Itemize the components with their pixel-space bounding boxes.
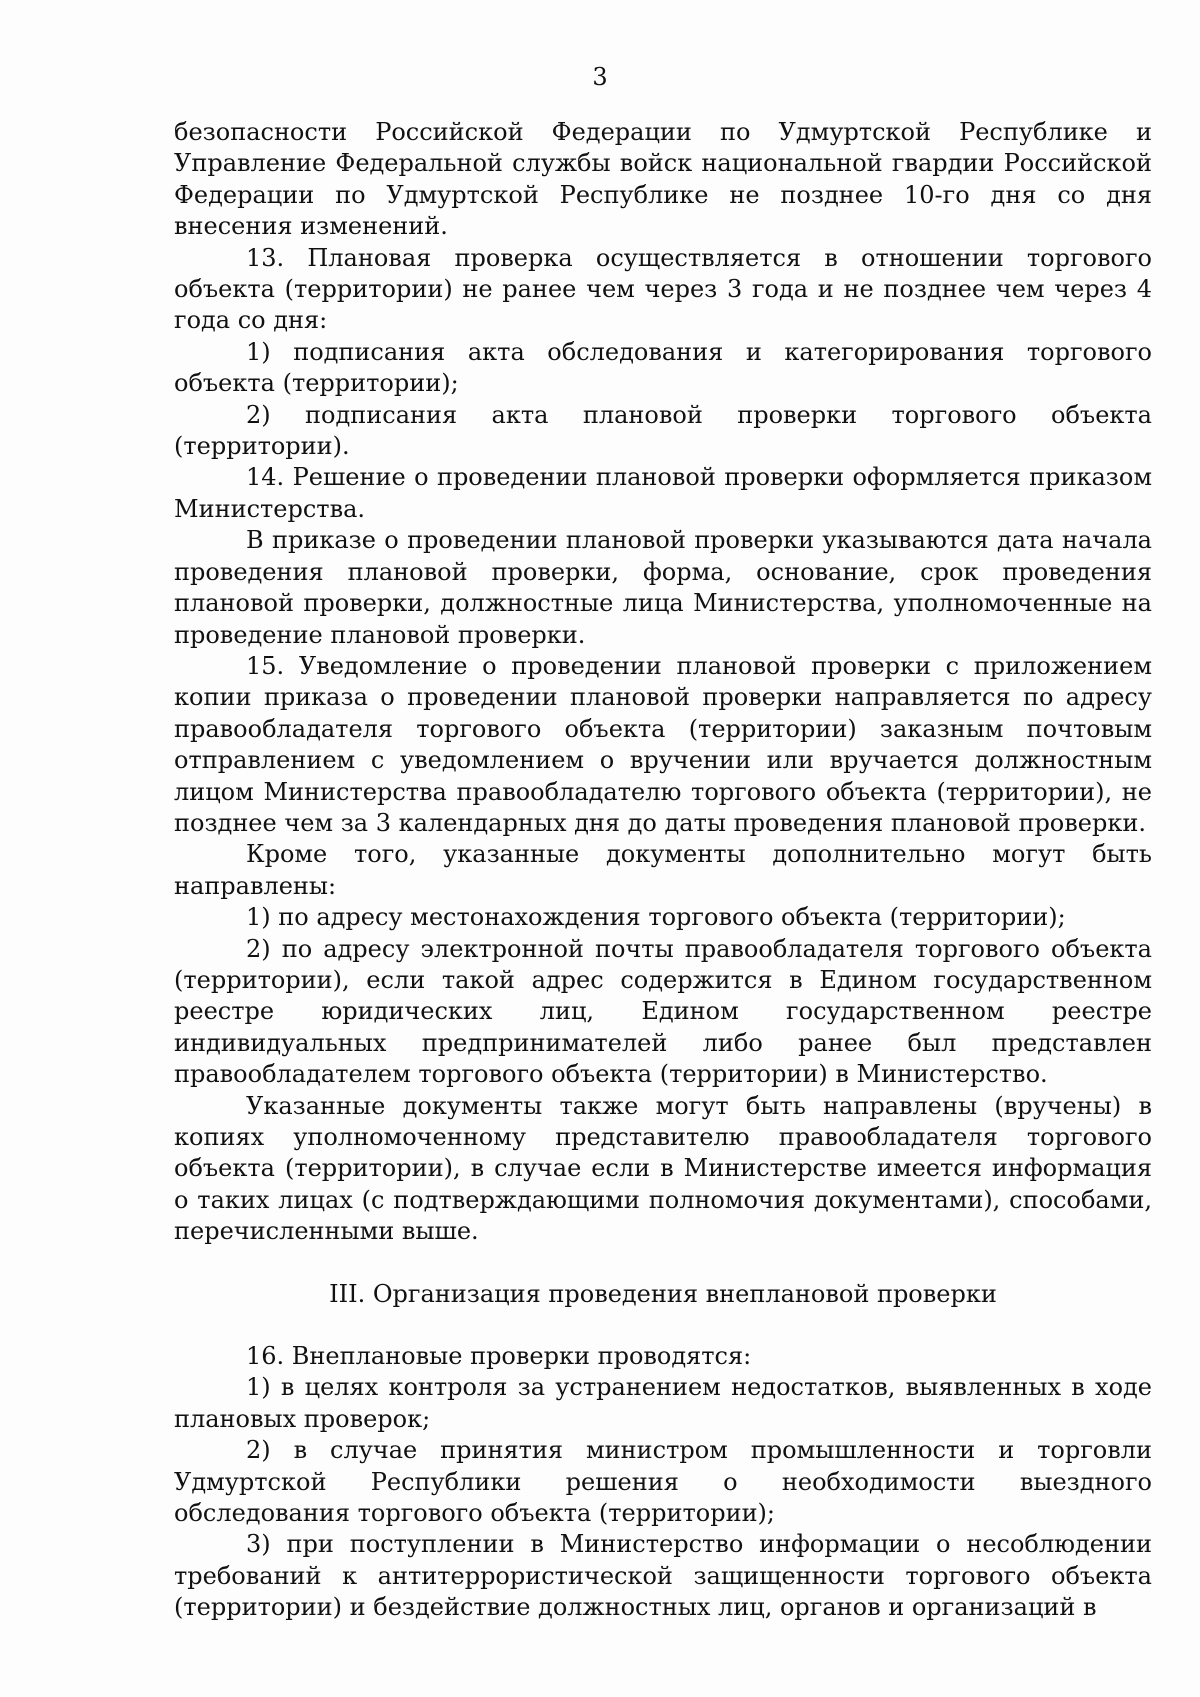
paragraph-item-14: 14. Решение о проведении плановой проверки оформляется приказом Министерства. xyxy=(174,463,1152,523)
paragraph-item-13: 13. Плановая проверка осуществляется в отношении торгового объекта (территории) не ранее чем через 3 года и не позднее чем через 4 года со дня: xyxy=(174,243,1152,335)
paragraph-order-contents: В приказе о проведении плановой проверки указываются дата начала проведения плановой проверки, форма, основание, срок проведения плановой проверки, должностные лица Министерства, уполномоченные на проведение плановой проверки. xyxy=(174,526,1152,649)
document-body xyxy=(174,117,1152,1624)
page-number: 3 xyxy=(592,63,608,91)
paragraph-item-13-1: 1) подписания акта обследования и категорирования торгового объекта (территории); xyxy=(174,337,1152,398)
paragraph-additional-delivery: Кроме того, указанные документы дополнительно могут быть направлены: xyxy=(174,840,1152,900)
paragraph-item-16-3: 3) при поступлении в Министерство информации о несоблюдении требований к антитеррористической защищенности торгового объекта (территории) и бездействие должностных лиц, органов и организаций в xyxy=(174,1530,1152,1622)
paragraph-copies-representative: Указанные документы также могут быть направлены (вручены) в копиях уполномоченному представителю правообладателя торгового объекта (территории), в случае если в Министерстве имеется информация о таких лицах (с подтверждающими полномочия документами), способами, перечисленными выше. xyxy=(174,1091,1152,1246)
paragraph-continuation: безопасности Российской Федерации по Удмуртской Республике и Управление Федеральной службы войск национальной гвардии Российской Федерации по Удмуртской Республике не позднее 10-го дня со дня внесения изменений. xyxy=(174,118,1152,241)
paragraph-delivery-2: 2) по адресу электронной почты правообладателя торгового объекта (территории), если такой адрес содержится в Едином государственном реестре юридических лиц, Едином государственном реестре индивидуальных предпринимателей либо ранее был представлен правообладателем торгового объекта (территории) в Министерство. xyxy=(174,934,1152,1089)
paragraph-item-16-1: 1) в целях контроля за устранением недостатков, выявленных в ходе плановых проверок; xyxy=(174,1373,1152,1433)
paragraph-item-13-2: 2) подписания акта плановой проверки торгового объекта (территории). xyxy=(174,400,1152,461)
paragraph-item-16-2: 2) в случае принятия министром промышленности и торговли Удмуртской Республики решения о необходимости выездного обследования торгового объекта (территории); xyxy=(174,1436,1152,1528)
paragraph-item-16: 16. Внеплановые проверки проводятся: xyxy=(246,1342,752,1371)
section-heading: III. Организация проведения внеплановой проверки xyxy=(329,1279,997,1308)
paragraph-item-15: 15. Уведомление о проведении плановой проверки с приложением копии приказа о проведении плановой проверки направляется по адресу правообладателя торгового объекта (территории) заказным почтовым отправлением с уведомлением о вручении или вручается должностным лицом Министерства правообладателю торгового объекта (территории), не позднее чем за 3 календарных дня до даты проведения плановой проверки. xyxy=(174,651,1152,837)
paragraph-delivery-1: 1) по адресу местонахождения торгового объекта (территории); xyxy=(246,903,1066,932)
